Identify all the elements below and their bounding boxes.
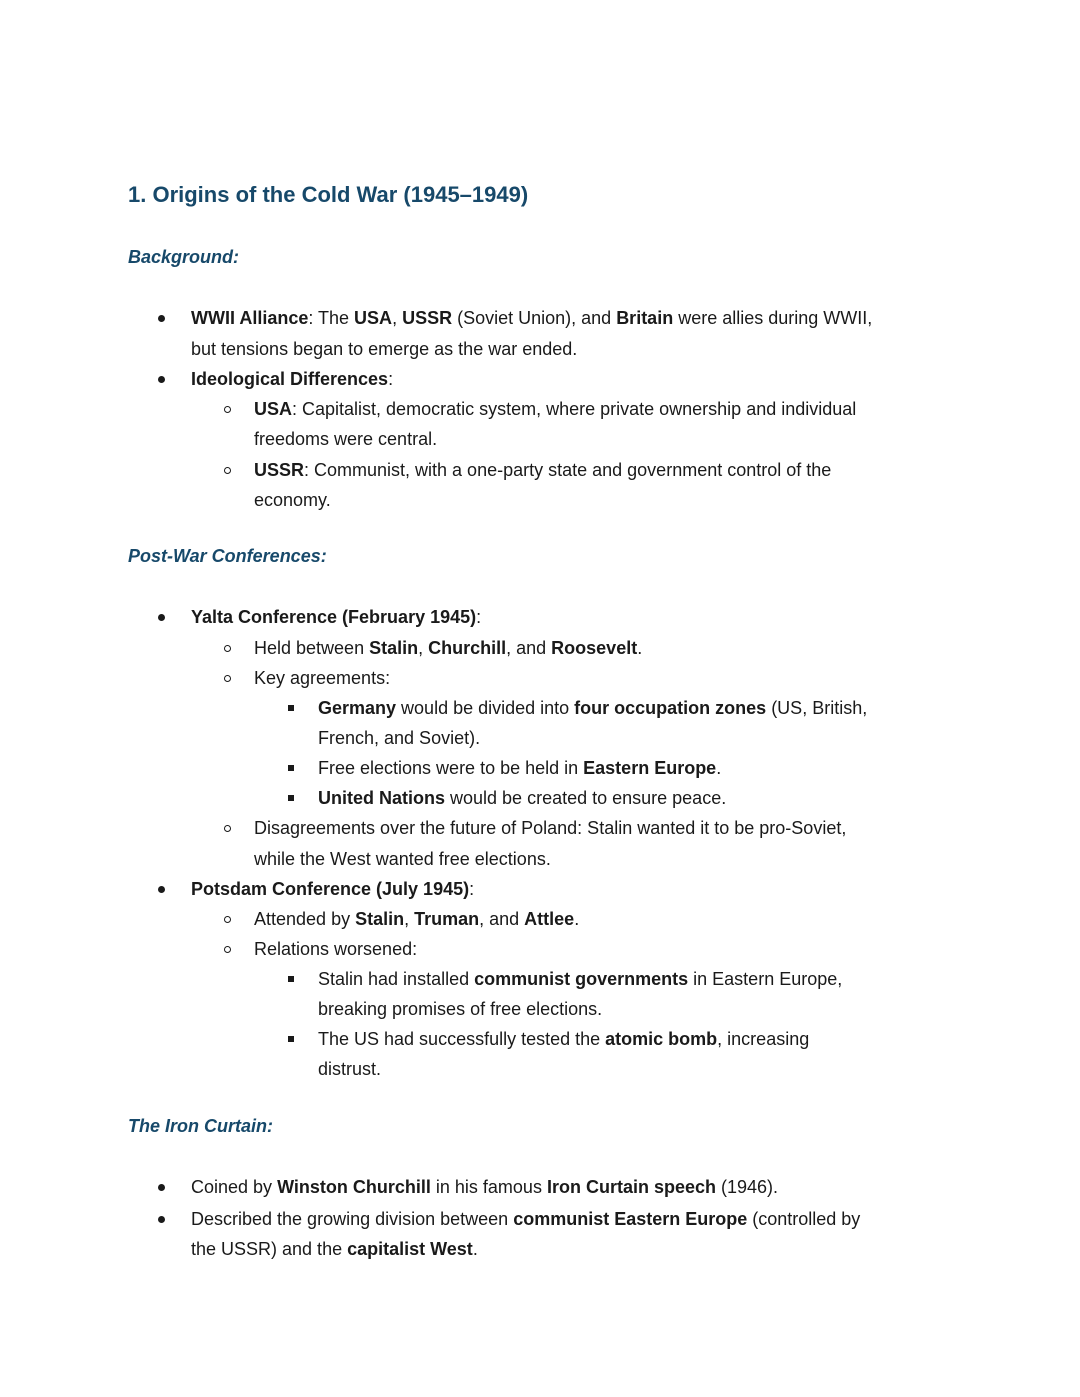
- item-germany-zones: Germany would be divided into four occupation zones (US, British,: [318, 698, 868, 718]
- bullet-wwii-alliance-cont: but tensions began to emerge as the war ended.: [191, 339, 578, 359]
- subbullet-poland-cont: while the West wanted free elections.: [254, 849, 551, 869]
- bullet-disc-icon: [158, 886, 165, 893]
- bullet-square-icon: [288, 795, 294, 801]
- bullet-square-icon: [288, 1036, 294, 1042]
- bullet-division-cont: the USSR) and the capitalist West.: [191, 1239, 478, 1259]
- subbullet-ussr: USSR: Communist, with a one-party state and government control of the: [254, 460, 832, 480]
- bullet-disc-icon: [158, 1184, 165, 1191]
- bullet-circle-icon: [224, 406, 231, 413]
- subbullet-poland: Disagreements over the future of Poland: Stalin wanted it to be pro-Soviet,: [254, 818, 847, 838]
- item-communist-governments: Stalin had installed communist governments in Eastern Europe,: [318, 969, 843, 989]
- bullet-circle-icon: [224, 675, 231, 682]
- bullet-ideological-differences: Ideological Differences:: [191, 369, 394, 389]
- background-heading: Background:: [128, 247, 240, 267]
- document-title: 1. Origins of the Cold War (1945–1949): [128, 182, 529, 207]
- bullet-division: Described the growing division between communist Eastern Europe (controlled by: [191, 1209, 861, 1229]
- bullet-wwii-alliance: WWII Alliance: The USA, USSR (Soviet Union), and Britain were allies during WWII,: [191, 308, 873, 328]
- item-united-nations: United Nations would be created to ensure peace.: [318, 788, 727, 808]
- bullet-disc-icon: [158, 1216, 165, 1223]
- subbullet-usa: USA: Capitalist, democratic system, where private ownership and individual: [254, 399, 857, 419]
- bullet-square-icon: [288, 765, 294, 771]
- bullet-circle-icon: [224, 825, 231, 832]
- bullet-potsdam: Potsdam Conference (July 1945):: [191, 879, 475, 899]
- bullet-square-icon: [288, 976, 294, 982]
- subbullet-ussr-cont: economy.: [254, 490, 331, 510]
- bullet-disc-icon: [158, 315, 165, 322]
- bullet-disc-icon: [158, 614, 165, 621]
- conferences-heading: Post-War Conferences:: [128, 546, 327, 566]
- bullet-circle-icon: [224, 946, 231, 953]
- subbullet-relations-worsened: Relations worsened:: [254, 939, 418, 959]
- subbullet-key-agreements: Key agreements:: [254, 668, 391, 688]
- iron-curtain-heading: The Iron Curtain:: [128, 1116, 273, 1136]
- bullet-disc-icon: [158, 376, 165, 383]
- item-atomic-bomb: The US had successfully tested the atomic bomb, increasing: [318, 1029, 810, 1049]
- bullet-circle-icon: [224, 645, 231, 652]
- subbullet-yalta-attendees: Held between Stalin, Churchill, and Roosevelt.: [254, 638, 643, 658]
- item-communist-governments-cont: breaking promises of free elections.: [318, 999, 603, 1019]
- bullet-yalta: Yalta Conference (February 1945):: [191, 607, 482, 627]
- item-free-elections: Free elections were to be held in Eastern Europe.: [318, 758, 722, 778]
- subbullet-usa-cont: freedoms were central.: [254, 429, 438, 449]
- bullet-coined-by: Coined by Winston Churchill in his famous Iron Curtain speech (1946).: [191, 1177, 779, 1197]
- bullet-circle-icon: [224, 916, 231, 923]
- bullet-square-icon: [288, 705, 294, 711]
- item-atomic-bomb-cont: distrust.: [318, 1059, 382, 1079]
- subbullet-potsdam-attendees: Attended by Stalin, Truman, and Attlee.: [254, 909, 580, 929]
- item-germany-zones-cont: French, and Soviet).: [318, 728, 481, 748]
- bullet-circle-icon: [224, 467, 231, 474]
